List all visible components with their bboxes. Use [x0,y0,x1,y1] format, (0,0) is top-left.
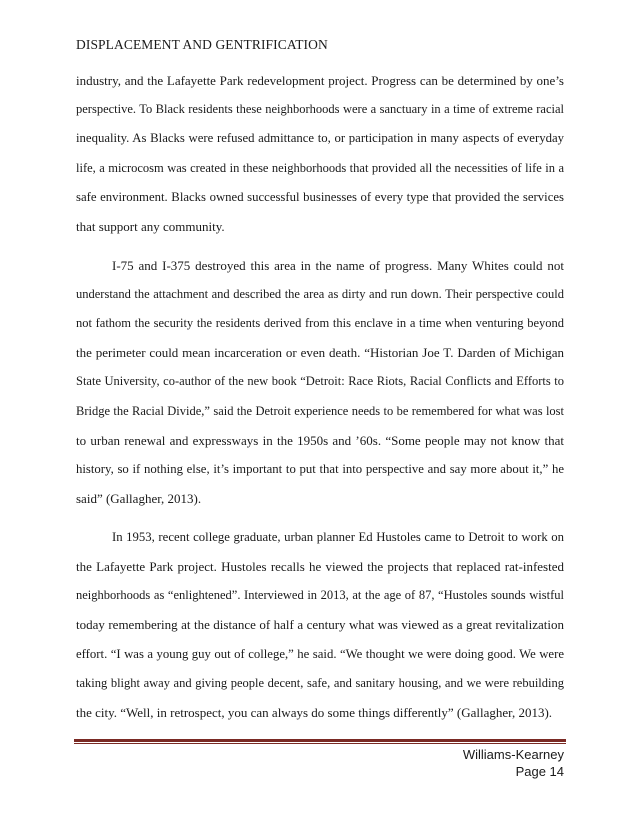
text-line: the city. “Well, in retrospect, you can always do some things differently” (Gallagher, 2013). [76,704,553,720]
text-line: the perimeter could mean incarceration or even death. “Historian Joe T. Darden of Michigan [76,345,564,361]
text-line: perspective. To Black residents these neighborhoods were a sanctuary in a time of extreme racial [76,102,564,117]
paragraph [76,523,564,727]
text-line: industry, and the Lafayette Park redevelopment project. Progress can be determined by one’s [76,73,564,88]
text-line: not fathom the security the residents derived from this enclave in a time when venturing beyond [76,316,564,330]
text-line: taking blight away and giving people decent, safe, and sanitary housing, and we were rebuilding [76,675,564,690]
text-line: that support any community. [76,218,225,234]
running-head: DISPLACEMENT AND GENTRIFICATION [76,37,328,52]
text-line: the Lafayette Park project. Hustoles recalls he viewed the projects that replaced rat-infested [76,559,564,574]
text-line: State University, co-author of the new book “Detroit: Race Riots, Racial Conflicts and Efforts to [76,374,564,389]
paragraph [76,251,564,514]
text-line: understand the attachment and described the area as dirty and run down. Their perspective could [76,286,564,301]
text-line: today remembering at the distance of half a century what was viewed as a great revitalization [76,617,564,633]
text-line: In 1953, recent college graduate, urban planner Ed Hustoles came to Detroit to work on [112,529,564,544]
footer-rule-thick [74,739,566,742]
paragraph [76,66,564,241]
body-text [76,66,564,727]
text-line: neighborhoods as “enlightened”. Interviewed in 2013, at the age of 87, “Hustoles sounds wistful [76,588,564,603]
text-line: to urban renewal and expressways in the 1950s and ’60s. “Some people may not know that [76,432,564,448]
text-line: inequality. As Blacks were refused admittance to, or participation in many aspects of everyday [76,131,564,146]
page-footer [463,746,564,780]
page-number: Page 14 [515,764,564,779]
text-line: history, so if nothing else, it’s important to put that into perspective and say more about it,” he [76,461,564,476]
footer-rule-thin [74,743,566,744]
text-line: effort. “I was a young guy out of college,” he said. “We thought we were doing good. We were [76,646,564,661]
text-line: Bridge the Racial Divide,” said the Detroit experience needs to be remembered for what was lost [76,403,564,418]
text-line: I-75 and I-375 destroyed this area in the name of progress. Many Whites could not [112,257,564,273]
footer-author: Williams-Kearney [462,747,564,762]
text-line: said” (Gallagher, 2013). [76,491,202,507]
text-line: life, a microcosm was created in these neighborhoods that provided all the necessities of life in a [76,160,564,175]
text-line: safe environment. Blacks owned successful businesses of every type that provided the services [76,189,564,204]
